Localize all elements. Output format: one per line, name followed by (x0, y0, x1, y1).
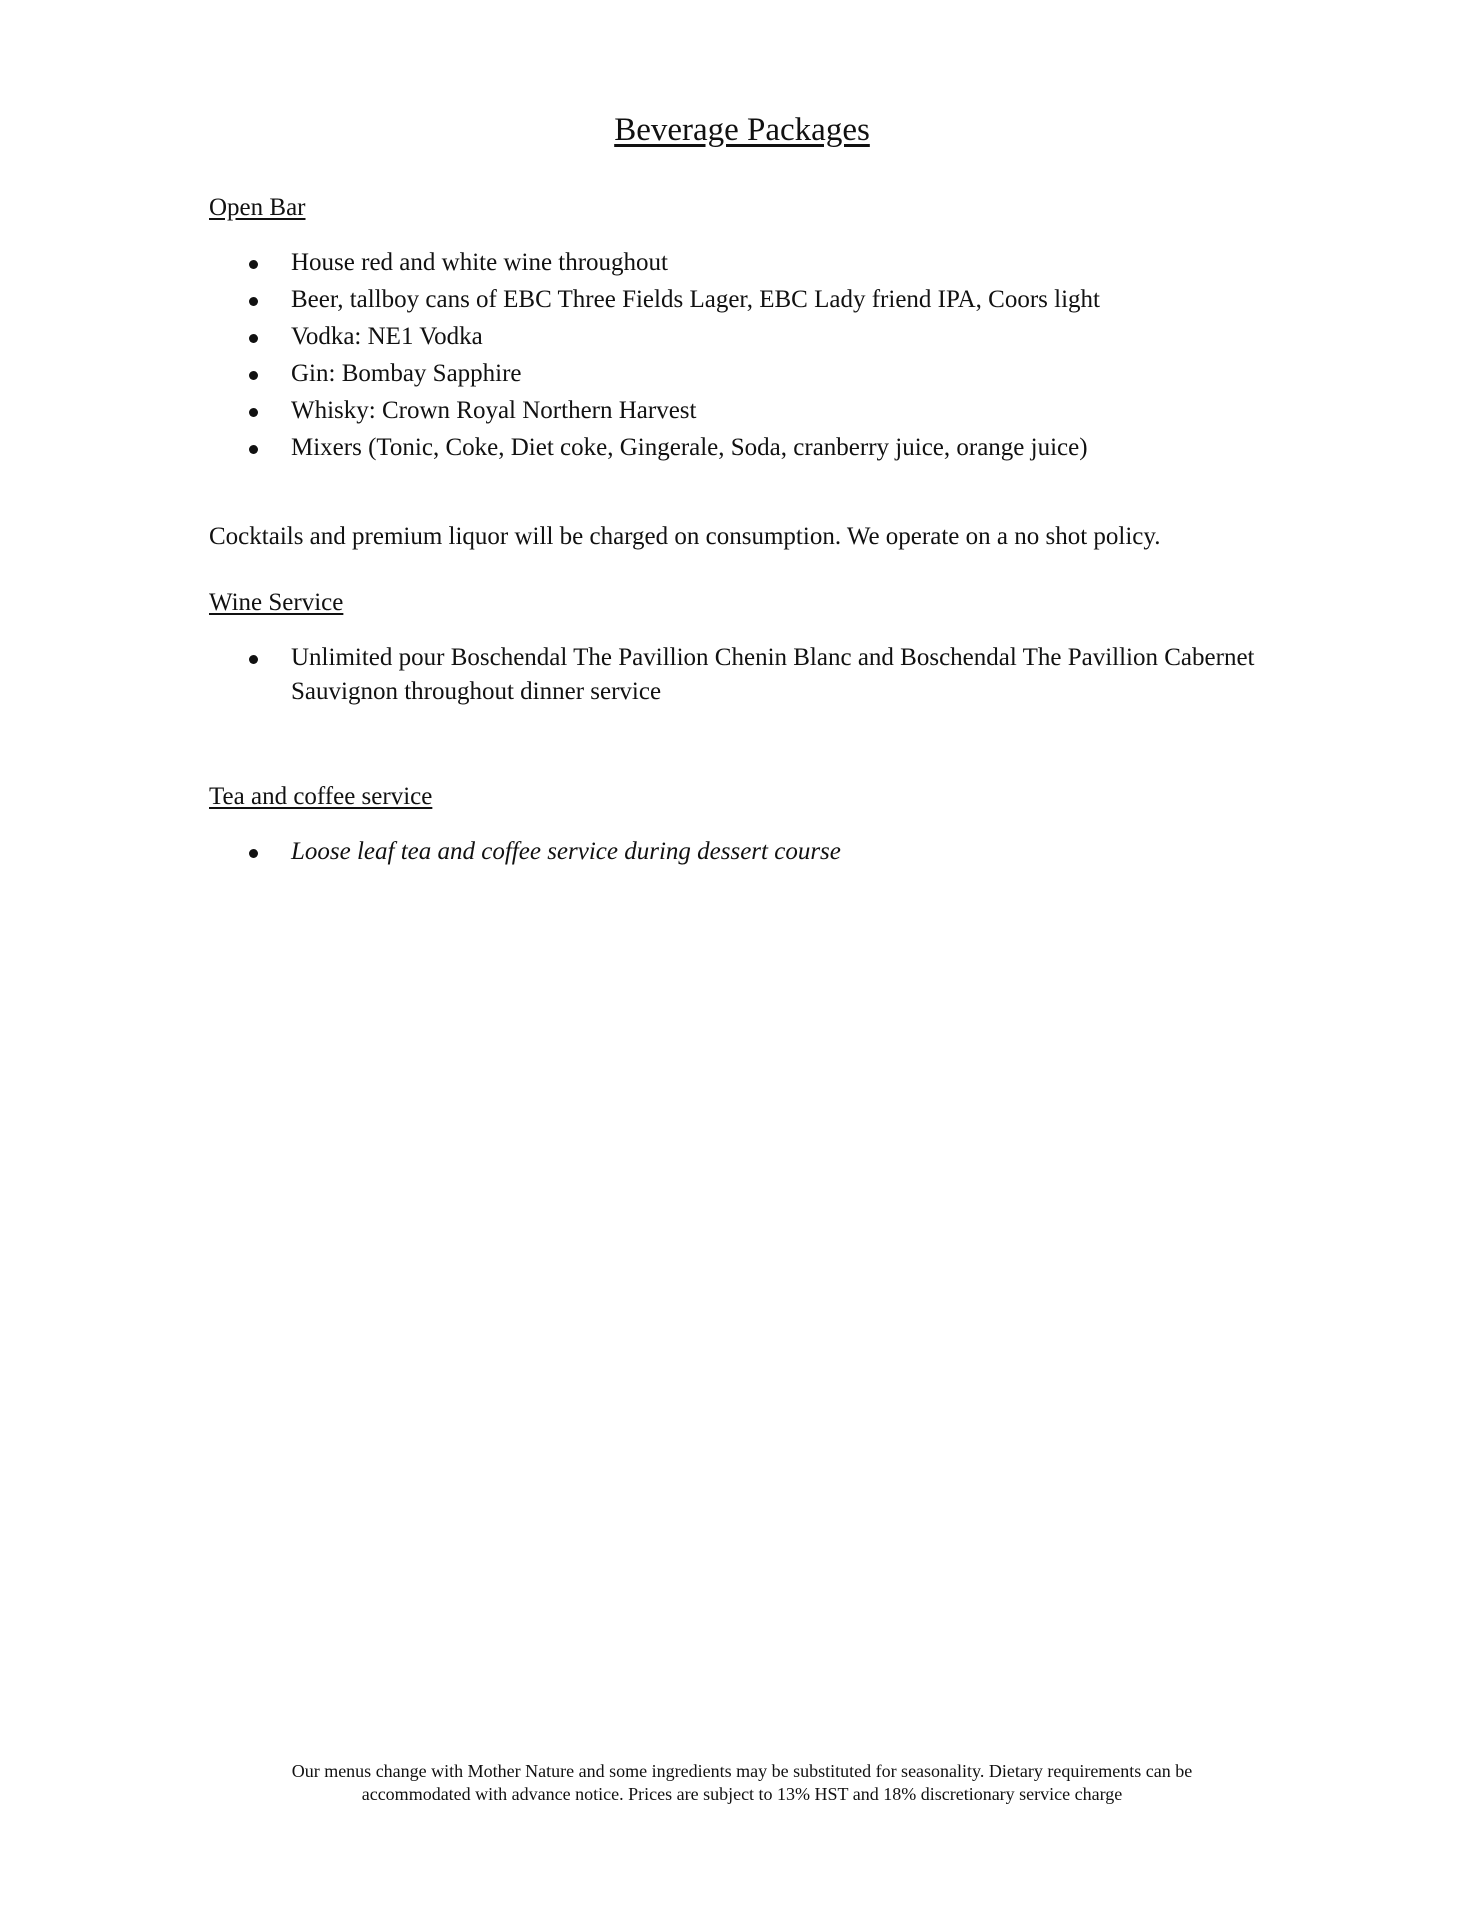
list-item-text: Gin: Bombay Sapphire (291, 360, 522, 387)
list-item-text: Beer, tallboy cans of EBC Three Fields Lager, EBC Lady friend IPA, Coors light (291, 286, 1100, 313)
list-item (209, 320, 1279, 354)
bullet-icon (249, 371, 258, 380)
page-title: Beverage Packages (614, 112, 870, 148)
policy-note: Cocktails and premium liquor will be charged on consumption. We operate on a no shot policy. (209, 523, 1161, 550)
list-item-text: House red and white wine throughout (291, 249, 669, 276)
list-item (209, 357, 1279, 391)
bullet-icon (249, 655, 258, 664)
bullet-icon (249, 445, 258, 454)
footer-note (209, 1760, 1275, 1806)
bullet-icon (249, 849, 258, 858)
wine-service-list (209, 641, 1259, 712)
list-item (209, 246, 1279, 280)
list-item (209, 835, 1279, 869)
list-item (209, 641, 1259, 709)
list-item-text: Unlimited pour Boschendal The Pavillion Chenin Blanc and Boschendal The Pavillion Cabernet Sauvignon throughout dinner service (291, 644, 1255, 705)
list-item (209, 394, 1279, 428)
bullet-icon (249, 297, 258, 306)
list-item-text: Whisky: Crown Royal Northern Harvest (291, 397, 697, 424)
tea-coffee-heading: Tea and coffee service (209, 783, 433, 810)
bullet-icon (249, 408, 258, 417)
wine-service-heading: Wine Service (209, 589, 344, 616)
bullet-icon (249, 260, 258, 269)
list-item-text: Loose leaf tea and coffee service during dessert course (291, 838, 841, 865)
open-bar-list (209, 246, 1279, 468)
list-item-text: Mixers (Tonic, Coke, Diet coke, Gingerale, Soda, cranberry juice, orange juice) (291, 434, 1088, 461)
footer-line-2: accommodated with advance notice. Prices are subject to 13% HST and 18% discretionary service charge (361, 1784, 1123, 1804)
footer-line-1: Our menus change with Mother Nature and some ingredients may be substituted for seasonality. Dietary requirements can be (291, 1761, 1193, 1781)
list-item-text: Vodka: NE1 Vodka (291, 323, 483, 350)
tea-coffee-list (209, 835, 1279, 872)
open-bar-heading: Open Bar (209, 194, 306, 221)
list-item (209, 431, 1279, 465)
bullet-icon (249, 334, 258, 343)
list-item (209, 283, 1279, 317)
